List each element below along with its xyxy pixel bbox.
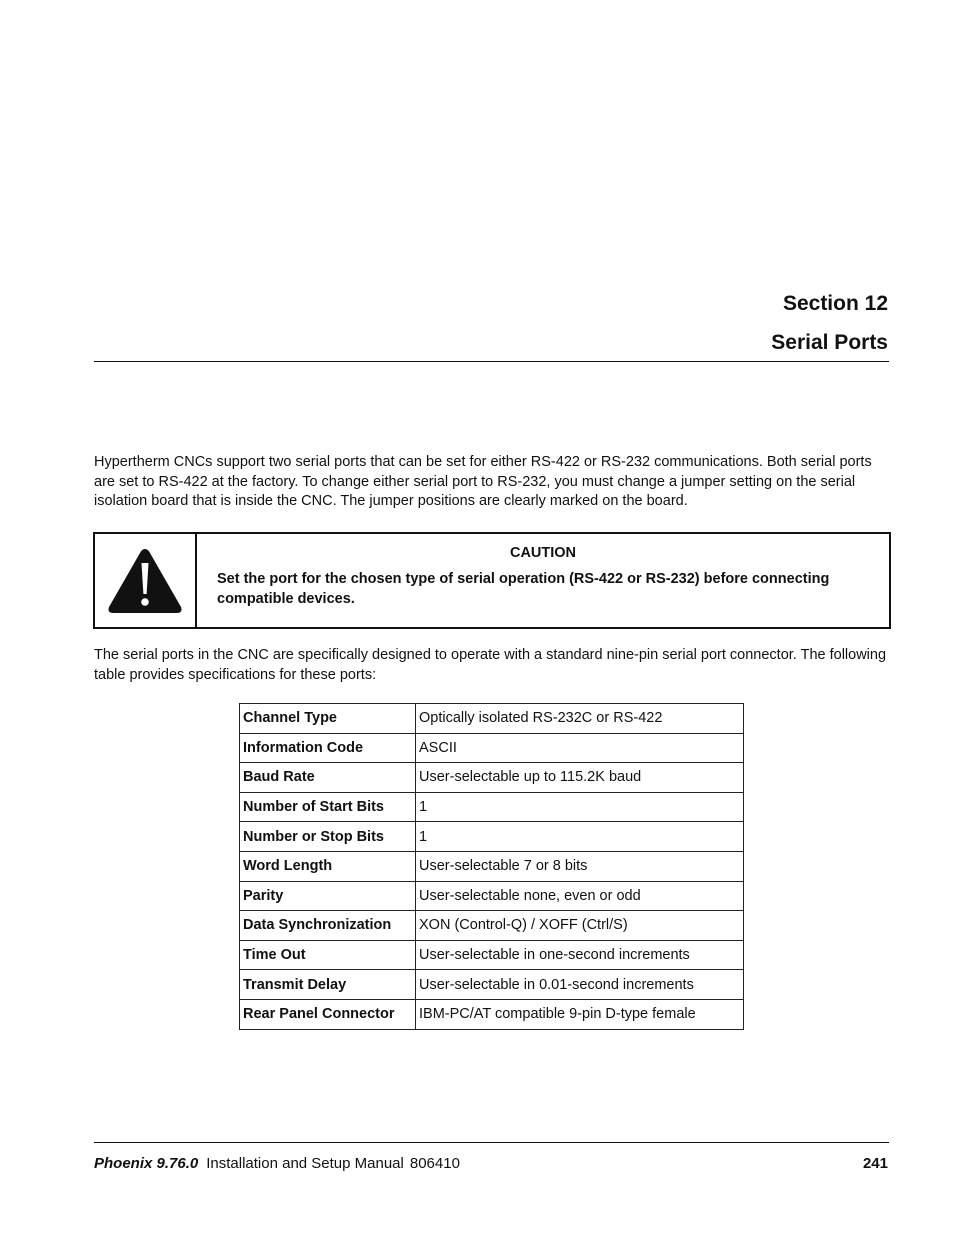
footer-manual-title: Installation and Setup Manual	[206, 1155, 404, 1172]
spec-value: User-selectable none, even or odd	[416, 881, 744, 911]
table-row	[240, 970, 744, 1000]
section-number: Section 12	[782, 292, 888, 315]
footer-product: Phoenix 9.76.0	[94, 1155, 199, 1172]
spec-key: Transmit Delay	[240, 970, 416, 1000]
spec-value: User-selectable 7 or 8 bits	[416, 851, 744, 881]
spec-key: Time Out	[240, 940, 416, 970]
table-row	[240, 999, 744, 1029]
footer-divider	[94, 1142, 889, 1143]
table-row	[240, 851, 744, 881]
footer-left	[94, 1155, 460, 1172]
spec-value: User-selectable in 0.01-second increments	[416, 970, 744, 1000]
caution-text: Set the port for the chosen type of serial operation (RS-422 or RS-232) before connecting compatible devices.	[217, 571, 830, 607]
table-row	[240, 911, 744, 941]
spec-key: Data Synchronization	[240, 911, 416, 941]
table-row	[240, 704, 744, 734]
spec-key: Word Length	[240, 851, 416, 881]
caution-box	[93, 532, 891, 629]
spec-value: 1	[416, 822, 744, 852]
section-title: Serial Ports	[771, 331, 888, 354]
title-divider	[94, 361, 889, 362]
spec-key: Number or Stop Bits	[240, 822, 416, 852]
table-row	[240, 940, 744, 970]
spec-value: Optically isolated RS-232C or RS-422	[416, 704, 744, 734]
spec-value: 1	[416, 792, 744, 822]
caution-icon-cell	[95, 534, 197, 627]
spec-value: ASCII	[416, 733, 744, 763]
spec-value: User-selectable up to 115.2K baud	[416, 763, 744, 793]
table-intro-paragraph: The serial ports in the CNC are specifically designed to operate with a standard nine-pin serial port connector. The following table provides specifications for these ports:	[94, 647, 887, 683]
spec-key: Parity	[240, 881, 416, 911]
warning-triangle-icon	[107, 547, 183, 615]
spec-key: Channel Type	[240, 704, 416, 734]
table-row	[240, 733, 744, 763]
spec-key: Number of Start Bits	[240, 792, 416, 822]
spec-key: Rear Panel Connector	[240, 999, 416, 1029]
table-row	[240, 822, 744, 852]
spec-value: IBM-PC/AT compatible 9-pin D-type female	[416, 999, 744, 1029]
table-row	[240, 792, 744, 822]
footer-part-number: 806410	[409, 1155, 460, 1172]
caution-heading: CAUTION	[509, 545, 577, 561]
page-number: 241	[862, 1155, 888, 1172]
table-row	[240, 763, 744, 793]
spec-value: User-selectable in one-second increments	[416, 940, 744, 970]
intro-paragraph: Hypertherm CNCs support two serial ports that can be set for either RS-422 or RS-232 communications. Both serial ports are set to RS-422 at the factory. To change either serial port to RS-232, you must change a jumper setting on the serial isolation board that is inside the CNC. The jumper positions are clearly marked on the board.	[94, 454, 872, 509]
spec-key: Baud Rate	[240, 763, 416, 793]
serial-spec-table	[239, 703, 744, 1030]
spec-key: Information Code	[240, 733, 416, 763]
caution-body	[197, 534, 889, 627]
table-row	[240, 881, 744, 911]
spec-value: XON (Control-Q) / XOFF (Ctrl/S)	[416, 911, 744, 941]
